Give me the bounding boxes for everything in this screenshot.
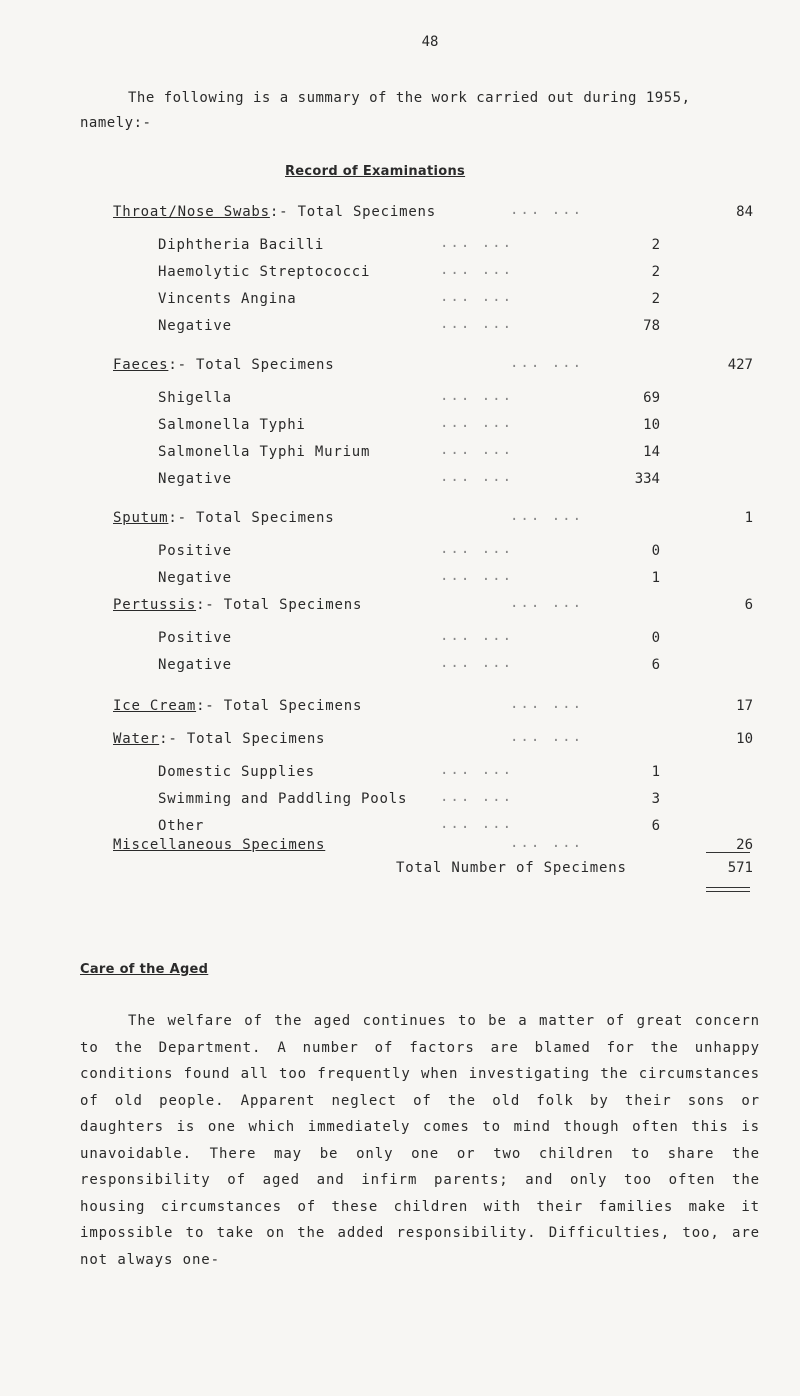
category-suffix: :- Total Specimens [168,510,335,526]
care-text: The welfare of the aged continues to be a matter of great concern to the Department. A number of factors are blamed for the unhappy conditions found all too frequently when investigating the circumstances of old people. Apparent neglect of the old folk by their sons or daughters is one which immediately comes to mind though often this is unavoidable. There may be only one or two children to share the responsibility of aged and infirm parents; and only too often the housing circumstances of these children with their families make it impossible to take on the added responsibility. Difficulties, too, are not always one- [80,1013,760,1268]
category-row [0,357,800,379]
leader-dots: ... ... [440,655,514,671]
item-label: Salmonella Typhi [158,417,306,433]
category-total: 1 [744,510,753,526]
page-number: 48 [421,34,439,50]
category-suffix: :- Total Specimens [196,698,363,714]
grand-total-value: 571 [727,860,753,876]
leader-dots: ... ... [440,568,514,584]
item-label: Diphtheria Bacilli [158,237,325,253]
item-label: Salmonella Typhi Murium [158,444,371,460]
category-name: Miscellaneous Specimens [113,837,326,853]
category-row [0,731,800,753]
category-name: Throat/Nose Swabs [113,204,270,220]
leader-dots: ... ... [440,235,514,251]
item-value: 1 [651,764,660,780]
item-label: Shigella [158,390,232,406]
item-row [0,791,800,813]
item-value: 1 [651,570,660,586]
item-value: 3 [651,791,660,807]
leader-dots: ... ... [510,202,584,218]
double-rule-bottom [706,891,750,892]
leader-dots: ... ... [440,415,514,431]
category-total: 26 [736,837,753,853]
leader-dots: ... ... [440,762,514,778]
item-value: 6 [651,657,660,673]
category-label [113,597,362,613]
category-label [113,731,325,747]
item-value: 2 [651,237,660,253]
leader-dots: ... ... [440,469,514,485]
intro-sentence: The following is a summary of the work carried out during 1955, namely:- [80,90,691,131]
category-total: 10 [736,731,753,747]
care-paragraph [80,1008,760,1273]
double-rule-top [706,887,750,888]
item-value: 78 [643,318,660,334]
leader-dots: ... ... [440,289,514,305]
item-label: Negative [158,318,232,334]
item-value: 14 [643,444,660,460]
leader-dots: ... ... [510,355,584,371]
category-name: Water [113,731,160,747]
item-label: Positive [158,630,232,646]
leader-dots: ... ... [440,262,514,278]
item-label: Positive [158,543,232,559]
item-label: Domestic Supplies [158,764,315,780]
item-row [0,764,800,786]
record-title: Record of Examinations [285,164,466,179]
category-row [0,597,800,619]
item-row [0,657,800,679]
item-row [0,570,800,592]
category-name: Sputum [113,510,169,526]
item-row [0,237,800,259]
grand-total-row [0,860,800,882]
item-value: 0 [651,543,660,559]
leader-dots: ... ... [510,835,584,851]
leader-dots: ... ... [440,388,514,404]
item-label: Negative [158,570,232,586]
category-name: Faeces [113,357,169,373]
item-label: Negative [158,471,232,487]
leader-dots: ... ... [440,442,514,458]
item-row [0,630,800,652]
leader-dots: ... ... [440,628,514,644]
category-total: 427 [727,357,753,373]
category-label [113,357,335,373]
item-value: 2 [651,291,660,307]
category-name: Pertussis [113,597,197,613]
sum-rule [706,852,750,853]
leader-dots: ... ... [510,696,584,712]
item-value: 334 [634,471,660,487]
category-row [0,837,800,859]
item-row [0,291,800,313]
category-label [113,698,362,714]
item-label: Negative [158,657,232,673]
item-row [0,417,800,439]
item-value: 6 [651,818,660,834]
category-total: 17 [736,698,753,714]
category-suffix: :- Total Specimens [269,204,437,220]
category-suffix: :- Total Specimens [159,731,326,747]
item-value: 2 [651,264,660,280]
leader-dots: ... ... [510,508,584,524]
item-label: Vincents Angina [158,291,297,307]
leader-dots: ... ... [510,595,584,611]
grand-total-label: Total Number of Specimens [396,860,627,876]
category-name: Ice Cream [113,698,197,714]
item-row [0,264,800,286]
category-row [0,698,800,720]
item-label: Haemolytic Streptococci [158,264,371,280]
item-row [0,444,800,466]
item-row [0,390,800,412]
item-row [0,543,800,565]
intro-text [80,86,770,136]
item-value: 69 [643,390,660,406]
category-suffix: :- Total Specimens [168,357,335,373]
item-value: 10 [643,417,660,433]
category-row [0,510,800,532]
category-total: 6 [744,597,753,613]
leader-dots: ... ... [440,816,514,832]
item-value: 0 [651,630,660,646]
category-row [0,204,800,226]
leader-dots: ... ... [510,729,584,745]
leader-dots: ... ... [440,789,514,805]
leader-dots: ... ... [440,316,514,332]
item-label: Swimming and Paddling Pools [158,791,408,807]
item-row [0,318,800,340]
item-row [0,471,800,493]
item-label: Other [158,818,205,834]
category-label [113,204,436,220]
leader-dots: ... ... [440,541,514,557]
category-total: 84 [736,204,753,220]
category-label [113,510,335,526]
category-suffix: :- Total Specimens [196,597,363,613]
care-title: Care of the Aged [80,962,209,977]
category-label [113,837,325,853]
